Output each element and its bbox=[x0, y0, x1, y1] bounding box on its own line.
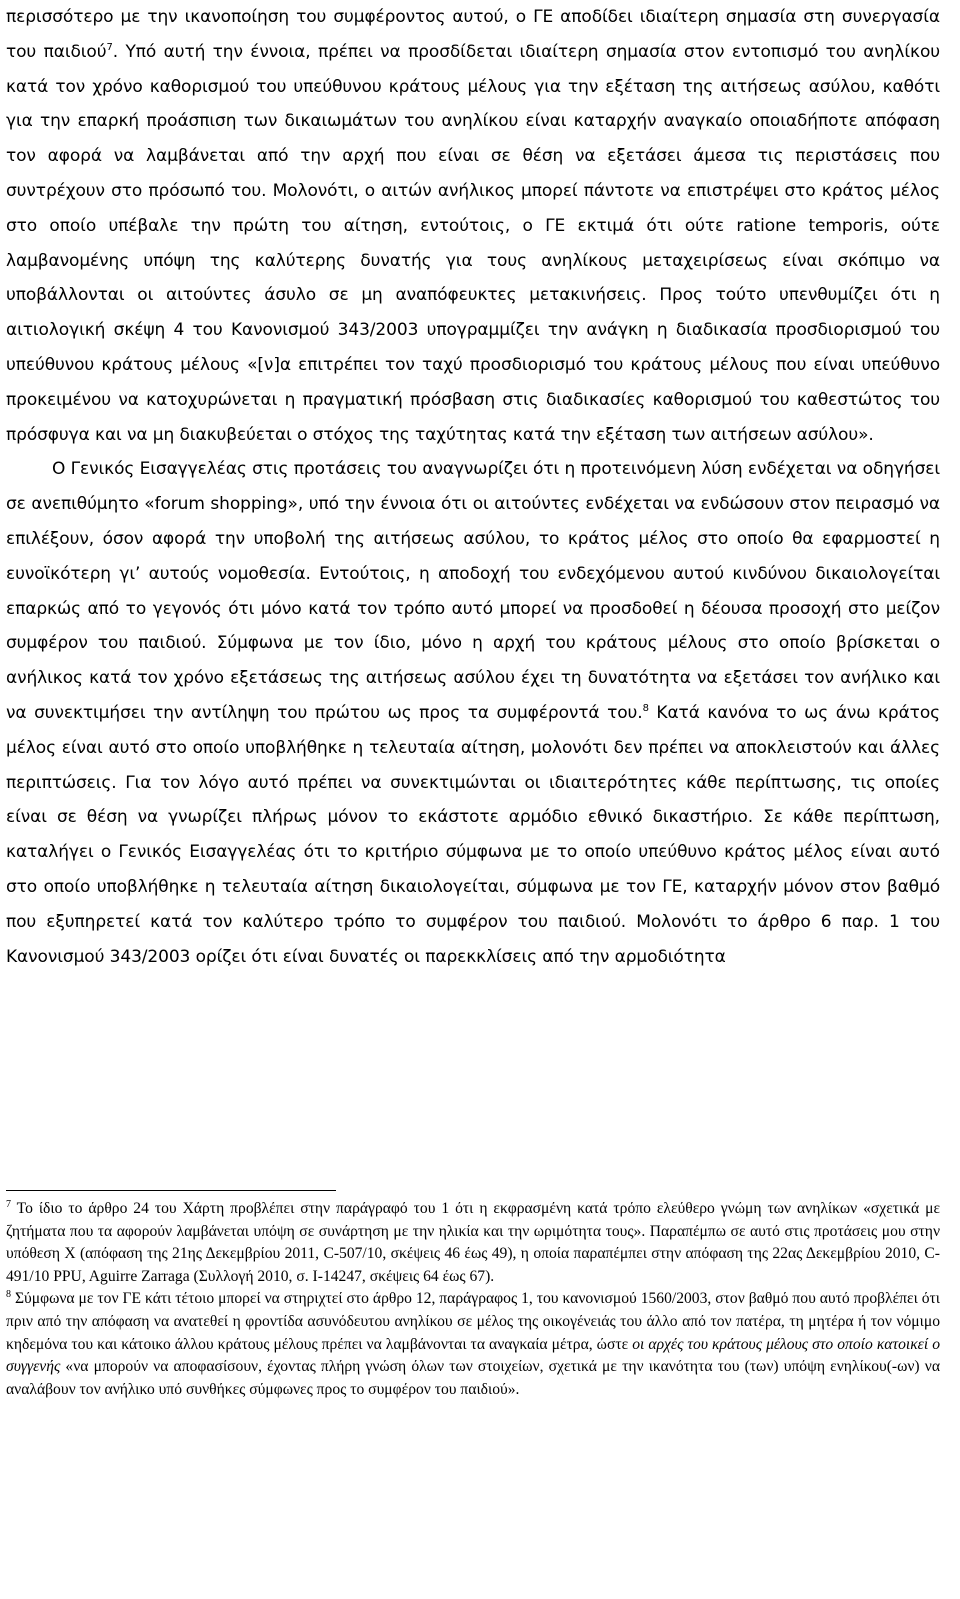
footnote-ref-8[interactable]: 8 bbox=[642, 702, 649, 714]
paragraph-2 bbox=[6, 452, 940, 974]
footnote-ref-7[interactable]: 7 bbox=[106, 41, 113, 53]
footnote-separator bbox=[6, 1190, 336, 1191]
footnote-8-text-a: Σύμφωνα με τον ΓΕ κάτι τέτοιο μπορεί να στηριχτεί στο άρθρο 12, παράγραφος 1, του κανονισμού 1560/2003, στον βαθμό που αυτό προβλέπει ότι πριν από την απόφαση να ανατεθεί η φροντίδα ασυνόδευτου ανηλίκου σε μέλος της οικογένειάς του άλλο από τον πατέρα, τη μητέρα ή τον νόμιμο κηδεμόνα του και κάτοικο άλλου κράτους μέλους πρέπει να λαμβάνονται τα αναγκαία μέτρα, ώστε bbox=[6, 1290, 940, 1353]
paragraph-2-text-a: Ο Γενικός Εισαγγελέας στις προτάσεις του αναγνωρίζει ότι η προτεινόμενη λύση ενδέχεται να οδηγήσει σε ανεπιθύμητο «forum shopping», υπό την έννοια ότι οι αιτούντες ενδέχεται να ενδώσουν στον πειρασμό να επιλέξουν, όσον αφορά την υποβολή της αιτήσεως ασύλου, το κράτος μέλος στο οποίο θα εφαρμοστεί η ευνοϊκότερη γι’ αυτούς νομοθεσία. Εντούτοις, η αποδοχή του ενδεχόμενου αυτού κινδύνου δικαιολογείται επαρκώς από το γεγονός ότι μόνο κατά τον τρόπο αυτό μπορεί να προσδοθεί η δέουσα προσοχή στο μείζον συμφέρον του παιδιού. Σύμφωνα με τον ίδιο, μόνο η αρχή του κράτους μέλους στο οποίο βρίσκεται ο ανήλικος κατά τον χρόνο εξετάσεως της αιτήσεως ασύλου έχει τη δυνατότητα να εξετάσει τον ανήλικο και να συνεκτιμήσει την αντίληψη του πρώτου ως προς τα συμφέροντά του. bbox=[6, 459, 940, 723]
footnote-8-italic: οι αρχές του κράτους μέλους στο οποίο κατοικεί ο συγγενής bbox=[6, 1335, 940, 1376]
paragraph-2-text-b: Κατά κανόνα το ως άνω κράτος μέλος είναι αυτό στο οποίο υποβλήθηκε η τελευταία αίτηση, μολονότι δεν πρέπει να αποκλειστούν και άλλες περιπτώσεις. Για τον λόγο αυτό πρέπει να συνεκτιμώνται οι ιδιαιτερότητες κάθε περίπτωσης, τις οποίες είναι σε θέση να γνωρίζει πλήρως μόνον το εκάστοτε αρμόδιο εθνικό δικαστήριο. Σε κάθε περίπτωση, καταλήγει ο Γενικός Εισαγγελέας ότι το κριτήριο σύμφωνα με το οποίο υπεύθυνο κράτος μέλος είναι αυτό στο οποίο υποβλήθηκε η τελευταία αίτηση δικαιολογείται, σύμφωνα με τον ΓΕ, καταρχήν μόνον στον βαθμό που εξυπηρετεί κατά τον καλύτερο τρόπο το συμφέρον του παιδιού. Μολονότι το άρθρο 6 παρ. 1 του Κανονισμού 343/2003 ορίζει ότι είναι δυνατές οι παρεκκλίσεις από την αρμοδιότητα bbox=[6, 702, 940, 967]
footnote-8-text-b: «να μπορούν να αποφασίσουν, έχοντας πλήρη γνώση όλων των στοιχείων, σχετικά με την ικανότητα του (των) υπόψη ενηλίκου(-ων) να αναλάβουν τον ανήλικο υπό συνθήκες σύμφωνες προς το συμφέρον του παιδιού». bbox=[6, 1358, 940, 1398]
footnote-7-text: Το ίδιο το άρθρο 24 του Χάρτη προβλέπει στην παράγραφό του 1 ότι η εκφρασμένη κατά τρόπο ελεύθερο γνώμη των ανηλίκων «σχετικά με ζητήματα που τα αφορούν λαμβάνεται υπόψη σε συνάρτηση με την ηλικία και την ωριμότητα τους». Παραπέμπω σε αυτό στις προτάσεις μου στην υπόθεση X (απόφαση της 21ης Δεκεμβρίου 2011, C-507/10, σκέψεις 46 έως 49), η οποία παραπέμπει στην απόφαση της 22ας Δεκεμβρίου 2010, C-491/10 PPU, Aguirre Zarraga (Συλλογή 2010, σ. I-14247, σκέψεις 64 έως 67). bbox=[6, 1200, 940, 1285]
footnote-8-number: 8 bbox=[6, 1289, 11, 1301]
footnote-8 bbox=[6, 1288, 940, 1401]
paragraph-1-text-b: . Υπό αυτή την έννοια, πρέπει να προσδίδεται ιδιαίτερη σημασία στον εντοπισμό του ανηλίκου κατά τον χρόνο καθορισμού του υπεύθυνου κράτους μέλους για την εξέταση της αιτήσεως ασύλου, καθότι για την επαρκή προάσπιση των δικαιωμάτων του ανηλίκου είναι καταρχήν αναγκαίο οποιαδήποτε απόφαση τον αφορά να λαμβάνεται από την αρχή που είναι σε θέση να εξετάσει άμεσα τις περιστάσεις που συντρέχουν στο πρόσωπό του. Μολονότι, ο αιτών ανήλικος μπορεί πάντοτε να επιστρέψει στο κράτος μέλος στο οποίο υπέβαλε την πρώτη του αίτηση, εντούτοις, ο ΓΕ εκτιμά ότι ούτε ratione temporis, ούτε λαμβανομένης υπόψη της καλύτερης δυνατής για τους ανηλίκους μεταχειρίσεως είναι σκόπιμο να υποβάλλονται οι αιτούντες άσυλο σε μη αναπόφευκτες μετακινήσεις. Προς τούτο υπενθυμίζει ότι η αιτιολογική σκέψη 4 του Κανονισμού 343/2003 υπογραμμίζει την ανάγκη η διαδικασία προσδιορισμού του υπεύθυνου κράτους μέλους «[ν]α επιτρέπει τον ταχύ προσδιορισμό του κράτους μέλους που είναι υπεύθυνο προκειμένου να κατοχυρώνεται η πραγματική πρόσβαση στις διαδικασίες καθορισμού του καθεστώτος του πρόσφυγα και να μη διακυβεύεται ο στόχος της ταχύτητας κατά την εξέταση των αιτήσεων ασύλου». bbox=[6, 41, 940, 445]
paragraph-1 bbox=[6, 0, 940, 452]
main-text bbox=[6, 0, 940, 974]
footnote-7 bbox=[6, 1198, 940, 1288]
footnote-7-number: 7 bbox=[6, 1199, 11, 1210]
footnotes bbox=[6, 1198, 940, 1401]
paragraph-1-text-a: περισσότερο με την ικανοποίηση του συμφέροντος αυτού, ο ΓΕ αποδίδει ιδιαίτερη σημασία στη συνεργασία του παιδιού bbox=[6, 7, 940, 62]
